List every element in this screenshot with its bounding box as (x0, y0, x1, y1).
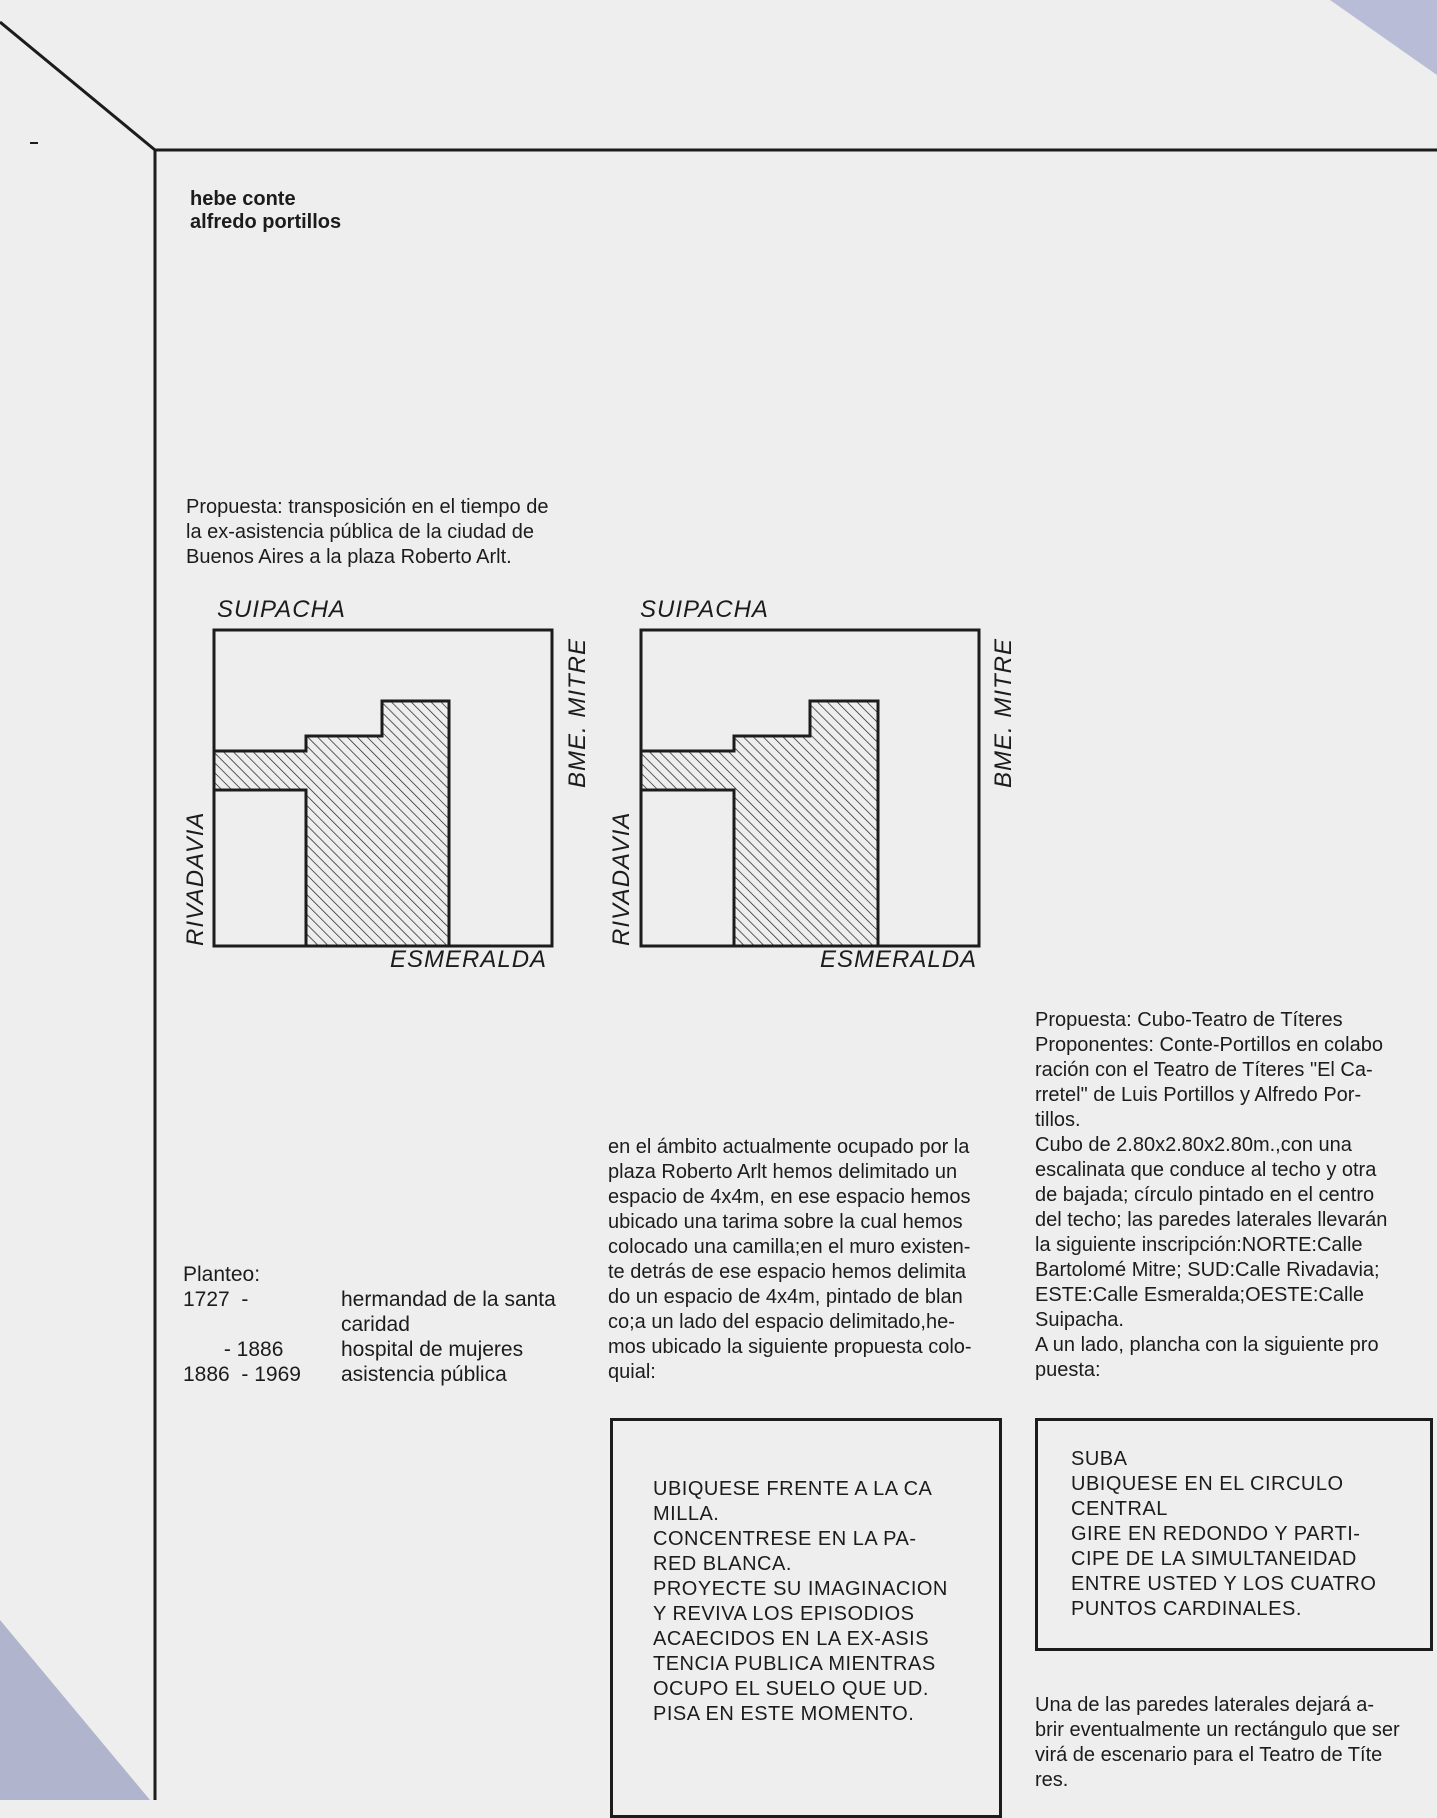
hatched-area (641, 701, 878, 946)
planteo-year: - 1886 (183, 1338, 284, 1361)
site-plan-1 (180, 596, 600, 980)
planteo-desc: hospital de mujeres (341, 1338, 524, 1361)
proposal-box-right-text: SUBA UBIQUESE EN EL CIRCULO CENTRAL GIRE EN REDONDO Y PARTI- CIPE DE LA SIMULTANEIDAD ENTRE USTED Y LOS CUATRO PUNTOS CARDINALES. (1071, 1448, 1377, 1620)
site-plan-2 (606, 596, 1026, 980)
street-north: SUIPACHA (640, 596, 769, 623)
planteo-section (183, 1262, 581, 1387)
hatched-area (214, 701, 449, 946)
proposal-box-right (1035, 1418, 1433, 1651)
proposal-box-left (610, 1418, 1002, 1818)
street-south: ESMERALDA (390, 946, 548, 973)
corner-shadow-top (1330, 0, 1437, 75)
middle-text: en el ámbito actualmente ocupado por la plaza Roberto Arlt hemos delimitado un espacio de 4x4m, en ese espacio hemos ubicado una tarima sobre la cual hemos colocado una camilla;en el muro existen- te detrás de ese espacio hemos delimita do un espacio de 4x4m, pintado de blan co;a un lado del espacio delimitado,he- mos ubicado la siguiente propuesta colo- quial: (608, 1136, 972, 1383)
street-east: BME. MITRE (990, 637, 1017, 788)
right-text: Propuesta: Cubo-Teatro de Títeres Proponentes: Conte-Portillos en colabo ración con el Teatro de Títeres "El Ca- rretel" de Luis Portillos y Alfredo Por- tillos. Cubo de 2.80x2.80x2.80m.,con una escalinata que conduce al techo y otra de bajada; círculo pintado en el centro del techo; las paredes laterales llevarán la siguiente inscripción:NORTE:Calle Bartolomé Mitre; SUD:Calle Rivadavia; ESTE:Calle Esmeralda;OESTE:Calle Suipacha. A un lado, plancha con la siguiente pro puesta: (1035, 1009, 1388, 1381)
planteo-title: Planteo: (183, 1263, 261, 1286)
street-west: RIVADAVIA (608, 811, 635, 946)
planteo-row (183, 1337, 581, 1362)
frame-diagonal (0, 22, 155, 150)
bottom-text: Una de las paredes laterales dejará a- brir eventualmente un rectángulo que ser virá de escenario para el Teatro de Títe res. (1035, 1694, 1400, 1791)
planteo-row (183, 1362, 581, 1387)
street-west: RIVADAVIA (182, 811, 209, 946)
planteo-desc: hermandad de la santa caridad (341, 1288, 556, 1336)
corner-shadow-bottom (0, 1620, 150, 1800)
author-2: alfredo portillos (190, 211, 342, 233)
intro-text: Propuesta: transposición en el tiempo de la ex-asistencia pública de la ciudad de Buenos Aires a la plaza Roberto Arlt. (186, 496, 549, 568)
site-plan-2-drawing (606, 600, 1026, 980)
street-north: SUIPACHA (217, 596, 346, 623)
planteo-desc: asistencia pública (341, 1363, 507, 1386)
street-east: BME. MITRE (564, 637, 591, 788)
author-1: hebe conte (190, 188, 296, 210)
planteo-year: 1886 - 1969 (183, 1363, 301, 1386)
planteo-row (183, 1287, 581, 1337)
street-south: ESMERALDA (820, 946, 978, 973)
site-plan-1-drawing (180, 600, 600, 980)
proposal-box-left-text: UBIQUESE FRENTE A LA CA MILLA. CONCENTRESE EN LA PA- RED BLANCA. PROYECTE SU IMAGINACION Y REVIVA LOS EPISODIOS ACAECIDOS EN LA EX-ASIS TENCIA PUBLICA MIENTRAS OCUPO EL SUELO QUE UD. PISA EN ESTE MOMENTO. (653, 1478, 948, 1725)
authors (190, 188, 341, 234)
planteo-year: 1727 - (183, 1288, 249, 1311)
